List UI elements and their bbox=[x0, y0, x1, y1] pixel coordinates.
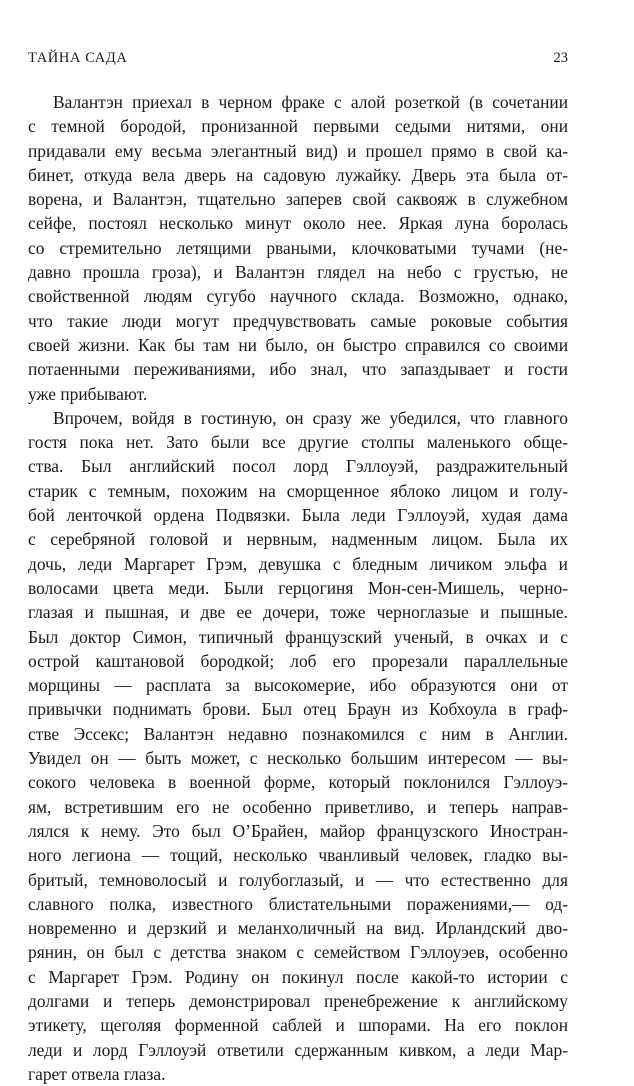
text-line: давно прошла гроза), и Валантэн глядел на небо с грустью, не bbox=[28, 262, 568, 283]
text-line: уже прибывают. bbox=[28, 383, 148, 404]
text-line: бинет, откуда вела дверь на садовую лужайку. Дверь эта была от- bbox=[28, 164, 568, 185]
text-line: долгами и теперь демонстрировал пренебрежение к английскому bbox=[28, 990, 568, 1011]
text-line: сейфе, постоял несколько минут около нее. Яркая луна боролась bbox=[28, 213, 568, 234]
text-line: со стремительно летящими рваными, клочковатыми тучами (не- bbox=[28, 237, 568, 258]
text-line: свойственной людям сугубо научного склада. Возможно, однако, bbox=[28, 286, 568, 307]
text-line: гостя пока нет. Зато были все другие столпы маленького обще- bbox=[28, 432, 568, 453]
text-line: с темной бородой, пронизанной первыми седыми нитями, они bbox=[28, 116, 568, 137]
text-line: ям, встретившим его не особенно приветливо, и теперь направ- bbox=[28, 796, 568, 817]
text-line: своей жизни. Как бы там ни было, он быстро справился со своими bbox=[28, 334, 568, 355]
running-title: ТАЙНА САДА bbox=[28, 50, 128, 66]
text-line: что такие люди могут предчувствовать самые роковые события bbox=[28, 310, 568, 331]
text-line: дочь, леди Маргарет Грэм, девушка с бледным личиком эльфа и bbox=[28, 553, 568, 574]
text-line: Был доктор Симон, типичный французский ученый, в очках и с bbox=[28, 626, 568, 647]
text-line: сокого человека в военной форме, который поклонился Гэллоуэ- bbox=[28, 772, 568, 793]
text-line: острой каштановой бородкой; лоб его прорезали параллельные bbox=[28, 650, 568, 671]
text-line: рянин, он был с детства знаком с семейством Гэллоуэев, особенно bbox=[28, 942, 568, 963]
running-header bbox=[28, 50, 568, 72]
paragraph bbox=[28, 90, 568, 406]
text-line: ства. Был английский посол лорд Гэллоуэй, раздражительный bbox=[28, 456, 568, 477]
text-line: морщины — расплата за высокомерие, ибо образуются они от bbox=[28, 675, 568, 696]
text-line: Увидел он — быть может, с несколько большим интересом — вы- bbox=[28, 748, 568, 769]
text-line: этикету, щеголяя форменной саблей и шпорами. На его поклон bbox=[28, 1015, 568, 1036]
text-line: леди и лорд Гэллоуэй ответили сдержанным кивком, а леди Мар- bbox=[28, 1039, 568, 1060]
paragraph bbox=[28, 406, 568, 1086]
text-line: с Маргарет Грэм. Родину он покинул после какой-то истории с bbox=[28, 966, 568, 987]
text-line: глазая и пышная, и две ее дочери, тоже черноглазые и пышные. bbox=[28, 602, 568, 623]
text-line: лялся к нему. Это был О’Брайен, майор французского Иностран- bbox=[28, 820, 568, 841]
text-line: старик с темным, похожим на сморщенное яблоко лицом и голу- bbox=[28, 480, 568, 501]
text-line: стве Эссекс; Валантэн недавно познакомился с ним в Англии. bbox=[28, 723, 568, 744]
text-line: Валантэн приехал в черном фраке с алой розеткой (в сочетании bbox=[53, 92, 568, 112]
text-line: потаенными переживаниями, ибо знал, что запаздывает и гости bbox=[28, 359, 568, 380]
text-line: привычки поднимать брови. Был отец Браун из Кобхоула в граф- bbox=[28, 699, 568, 720]
body-text bbox=[28, 90, 568, 1086]
text-line: бритый, темноволосый и голубоглазый, и — что естественно для bbox=[28, 869, 568, 890]
text-line: Впрочем, войдя в гостиную, он сразу же убедился, что главного bbox=[53, 407, 568, 428]
text-line: новременно и дерзкий и меланхоличный на вид. Ирландский дво- bbox=[28, 918, 568, 939]
page-number: 23 bbox=[553, 50, 568, 66]
text-line: волосами цвета меди. Были герцогиня Мон-сен-Мишель, черно- bbox=[28, 577, 568, 598]
text-line: с серебряной головой и нервным, надменным лицом. Была их bbox=[28, 529, 568, 550]
text-line: придавали ему весьма элегантный вид) и прошел прямо в свой ка- bbox=[28, 140, 568, 161]
text-line: славного полка, известного блистательными поражениями,— од- bbox=[28, 893, 568, 914]
text-line: ного легиона — тощий, несколько чванливый человек, гладко вы- bbox=[28, 845, 568, 866]
text-line: ворена, и Валантэн, тщательно заперев свой саквояж в служебном bbox=[28, 189, 568, 210]
text-line: бой ленточкой ордена Подвязки. Была леди Гэллоуэй, худая дама bbox=[28, 505, 568, 526]
text-line: гарет отвела глаза. bbox=[28, 1063, 166, 1084]
